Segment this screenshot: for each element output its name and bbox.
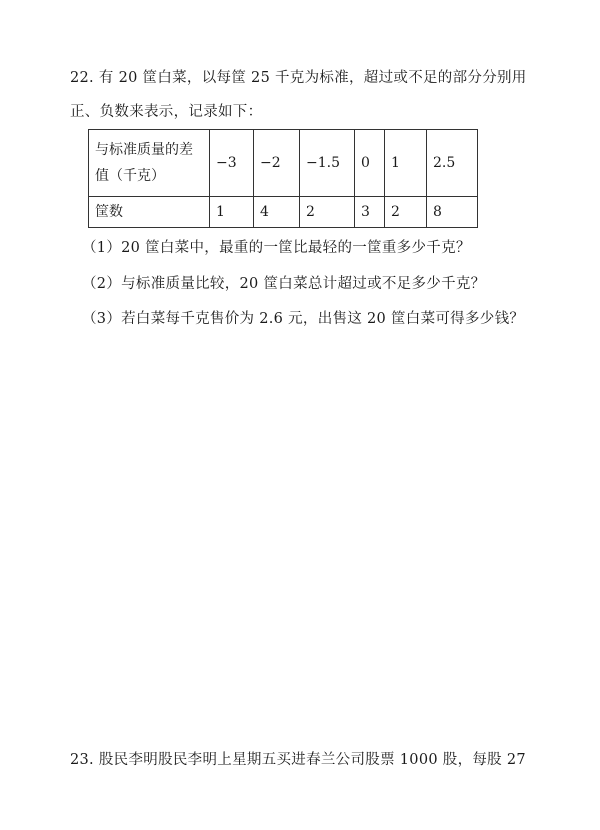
question-23-stem-line-1: 23. 股民李明股民李明上星期五买进春兰公司股票 1000 股，每股 27	[70, 752, 526, 768]
table-header-difference: 与标准质量的差值（千克）	[89, 130, 210, 197]
record-table	[88, 129, 478, 228]
table-cell-difference: 0	[355, 130, 385, 197]
question-22-stem-line-1: 22. 有 20 筐白菜，以每筐 25 千克为标准，超过或不足的部分分别用	[70, 70, 527, 86]
table-cell-count: 4	[254, 197, 300, 228]
sub-question-3: （3）若白菜每千克售价为 2.6 元，出售这 20 筐白菜可得多少钱？	[82, 311, 525, 327]
table-cell-count: 1	[210, 197, 254, 228]
table-cell-count: 8	[427, 197, 478, 228]
table-row-counts	[89, 197, 478, 228]
sub-question-1: （1）20 筐白菜中，最重的一筐比最轻的一筐重多少千克？	[82, 240, 471, 256]
table-cell-difference: −2	[254, 130, 300, 197]
table-cell-count: 2	[300, 197, 355, 228]
table-cell-count: 3	[355, 197, 385, 228]
table-cell-difference: −1.5	[300, 130, 355, 197]
table-header-count: 筐数	[89, 197, 210, 228]
table-cell-difference: −3	[210, 130, 254, 197]
table-cell-difference: 1	[385, 130, 427, 197]
table-row-differences	[89, 130, 478, 197]
question-22-stem-line-2: 正、负数来表示，记录如下：	[70, 104, 263, 120]
sub-question-2: （2）与标准质量比较，20 筐白菜总计超过或不足多少千克？	[82, 276, 486, 292]
table-cell-difference: 2.5	[427, 130, 478, 197]
table-cell-count: 2	[385, 197, 427, 228]
